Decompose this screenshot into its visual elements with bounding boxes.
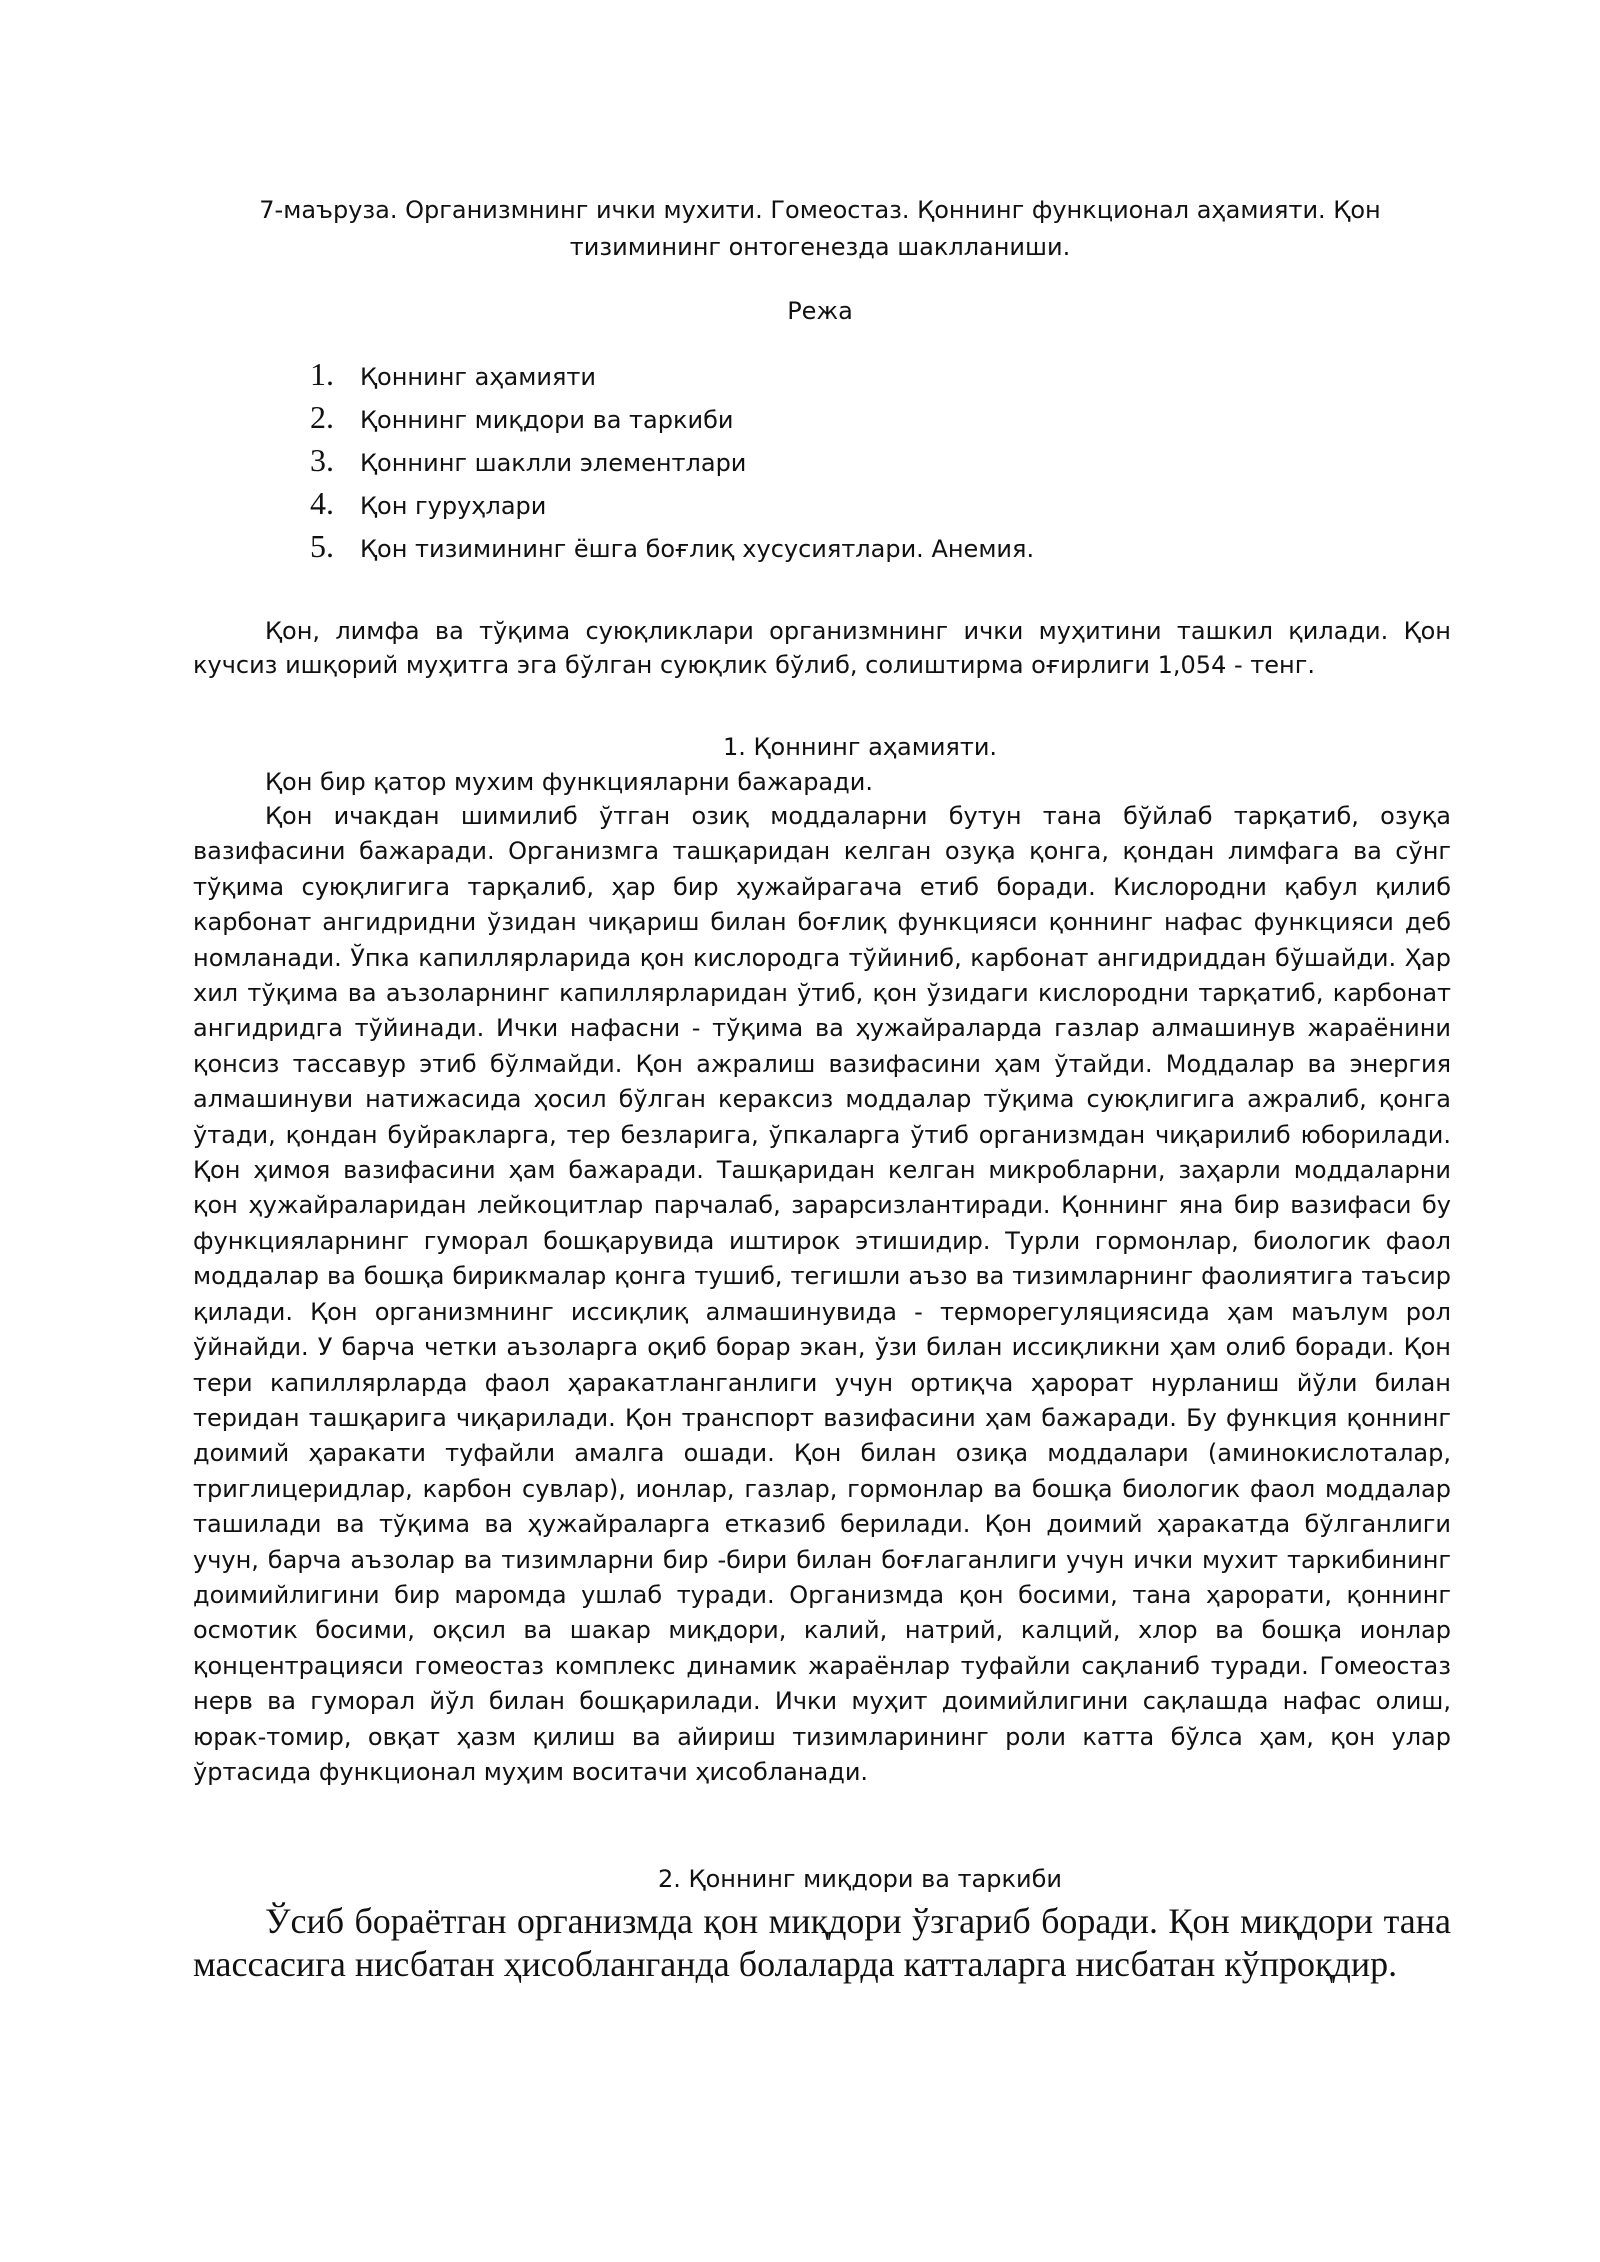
list-item-number: 1. [310, 356, 334, 392]
list-item-text: Қоннинг миқдори ва таркиби [360, 406, 734, 434]
plan-list [310, 356, 1410, 571]
list-item [310, 442, 1410, 485]
section-1-body: Қон ичакдан шимилиб ўтган озиқ моддаларни бутун тана бўйлаб тарқатиб, озуқа вазифасини бажаради. Организмга ташқаридан келган озуқа қонга, қондан лимфага ва сўнг тўқима суюқлигига тарқалиб, ҳар бир ҳужайрагача етиб боради. Кислородни қабул қилиб карбонат ангидридни ўзидан чиқариш билан боғлиқ функцияси қоннинг нафас функцияси деб номланади. Ўпка капиллярларида қон кислородга тўйиниб, карбонат ангидриддан бўшайди. Ҳар хил тўқима ва аъзоларнинг капиллярларидан ўтиб, қон ўзидаги кислородни тарқатиб, карбонат ангидридга тўйинади. Ички нафасни - тўқима ва ҳужайраларда газлар алмашинув жараёнини қонсиз тассавур этиб бўлмайди. Қон ажралиш вазифасини ҳам ўтайди. Моддалар ва энергия алмашинуви натижасида ҳосил бўлган кераксиз моддалар тўқима суюқлигига ажралиб, қонга ўтади, қондан буйракларга, тер безларига, ўпкаларга ўтиб организмдан чиқарилиб юборилади. Қон ҳимоя вазифасини ҳам бажаради. Ташқаридан келган микробларни, заҳарли моддаларни қон ҳужайраларидан лейкоцитлар парчалаб, зарарсизлантиради. Қоннинг яна бир вазифаси бу функцияларнинг гуморал бошқарувида иштирок этишидир. Турли гормонлар, биологик фаол моддалар ва бошқа бирикмалар қонга тушиб, тегишли аъзо ва тизимларнинг фаолиятига таъсир қилади. Қон организмнинг иссиқлиқ алмашинувида - терморегуляциясида ҳам маълум рол ўйнайди. У барча четки аъзоларга оқиб борар экан, ўзи билан иссиқликни ҳам олиб боради. Қон тери капиллярларда фаол ҳаракатланганлиги учун ортиқча ҳарорат нурланиш йўли билан теридан ташқарига чиқарилади. Қон транспорт вазифасини ҳам бажаради. Бу функция қоннинг доимий ҳаракати туфайли амалга ошади. Қон билан озиқа моддалари (аминокислоталар, триглицеридлар, карбон сувлар), ионлар, газлар, гормонлар ва бошқа биологик фаол моддалар ташилади ва тўқима ва ҳужайраларга етказиб берилади. Қон доимий ҳаракатда бўлганлиги учун, барча аъзолар ва тизимларни бир -бири билан боғлаганлиги учун ички мухит таркибининг доимийлигини бир маромда ушлаб туради. Организмда қон босими, тана ҳарорати, қоннинг осмотик босими, оқсил ва шакар миқдори, калий, натрий, калций, хлор ва бошқа ионлар қонцентрацияси гомеостаз комплекс динамик жараёнлар туфайли сақланиб туради. Гомеостаз нерв ва гуморал йўл билан бошқарилади. Ички муҳит доимийлигини сақлашда нафас олиш, юрак-томир, овқат ҳазм қилиш ва айириш тизимларининг роли катта бўлса ҳам, қон улар ўртасида функционал муҳим воситачи ҳисобланади. [193, 802, 1451, 1786]
list-item [310, 528, 1410, 571]
list-item-text: Қон тизимининг ёшга боғлиқ хусусиятлари. Анемия. [360, 535, 1035, 563]
list-item-text: Қоннинг шаклли элементлари [360, 449, 747, 477]
list-item [310, 399, 1410, 442]
plan-heading: Режа [787, 297, 853, 325]
list-item-text: Қон гуруҳлари [360, 492, 547, 520]
section-2-body: Ўсиб бораётган организмда қон миқдори ўзгариб боради. Қон миқдори тана массасига нисбатан ҳисобланганда болаларда катталарга нисбатан кўпроқдир. [193, 1901, 1451, 1984]
section-1-subtitle: Қон бир қатор мухим функцияларни бажаради. [265, 768, 873, 796]
list-item-number: 3. [310, 442, 334, 478]
section-2-heading: 2. Қоннинг миқдори ва таркиби [658, 1865, 1062, 1893]
list-item-number: 2. [310, 399, 334, 435]
intro-paragraph: Қон, лимфа ва тўқима суюқликлари организмнинг ички муҳитини ташкил қилади. Қон кучсиз ишқорий муҳитга эга бўлган суюқлик бўлиб, солиштирма оғирлиги 1,054 - тенг. [193, 617, 1451, 679]
list-item-number: 4. [310, 485, 334, 521]
list-item [310, 485, 1410, 528]
page-title: 7-маъруза. Организмнинг ички мухити. Гомеостаз. Қоннинг функционал аҳамияти. Қон тизимининг онтогенезда шаклланиши. [259, 196, 1381, 261]
list-item-number: 5. [310, 528, 334, 564]
list-item [310, 356, 1410, 399]
list-item-text: Қоннинг аҳамияти [360, 363, 596, 391]
section-1-heading: 1. Қоннинг аҳамияти. [722, 733, 998, 761]
